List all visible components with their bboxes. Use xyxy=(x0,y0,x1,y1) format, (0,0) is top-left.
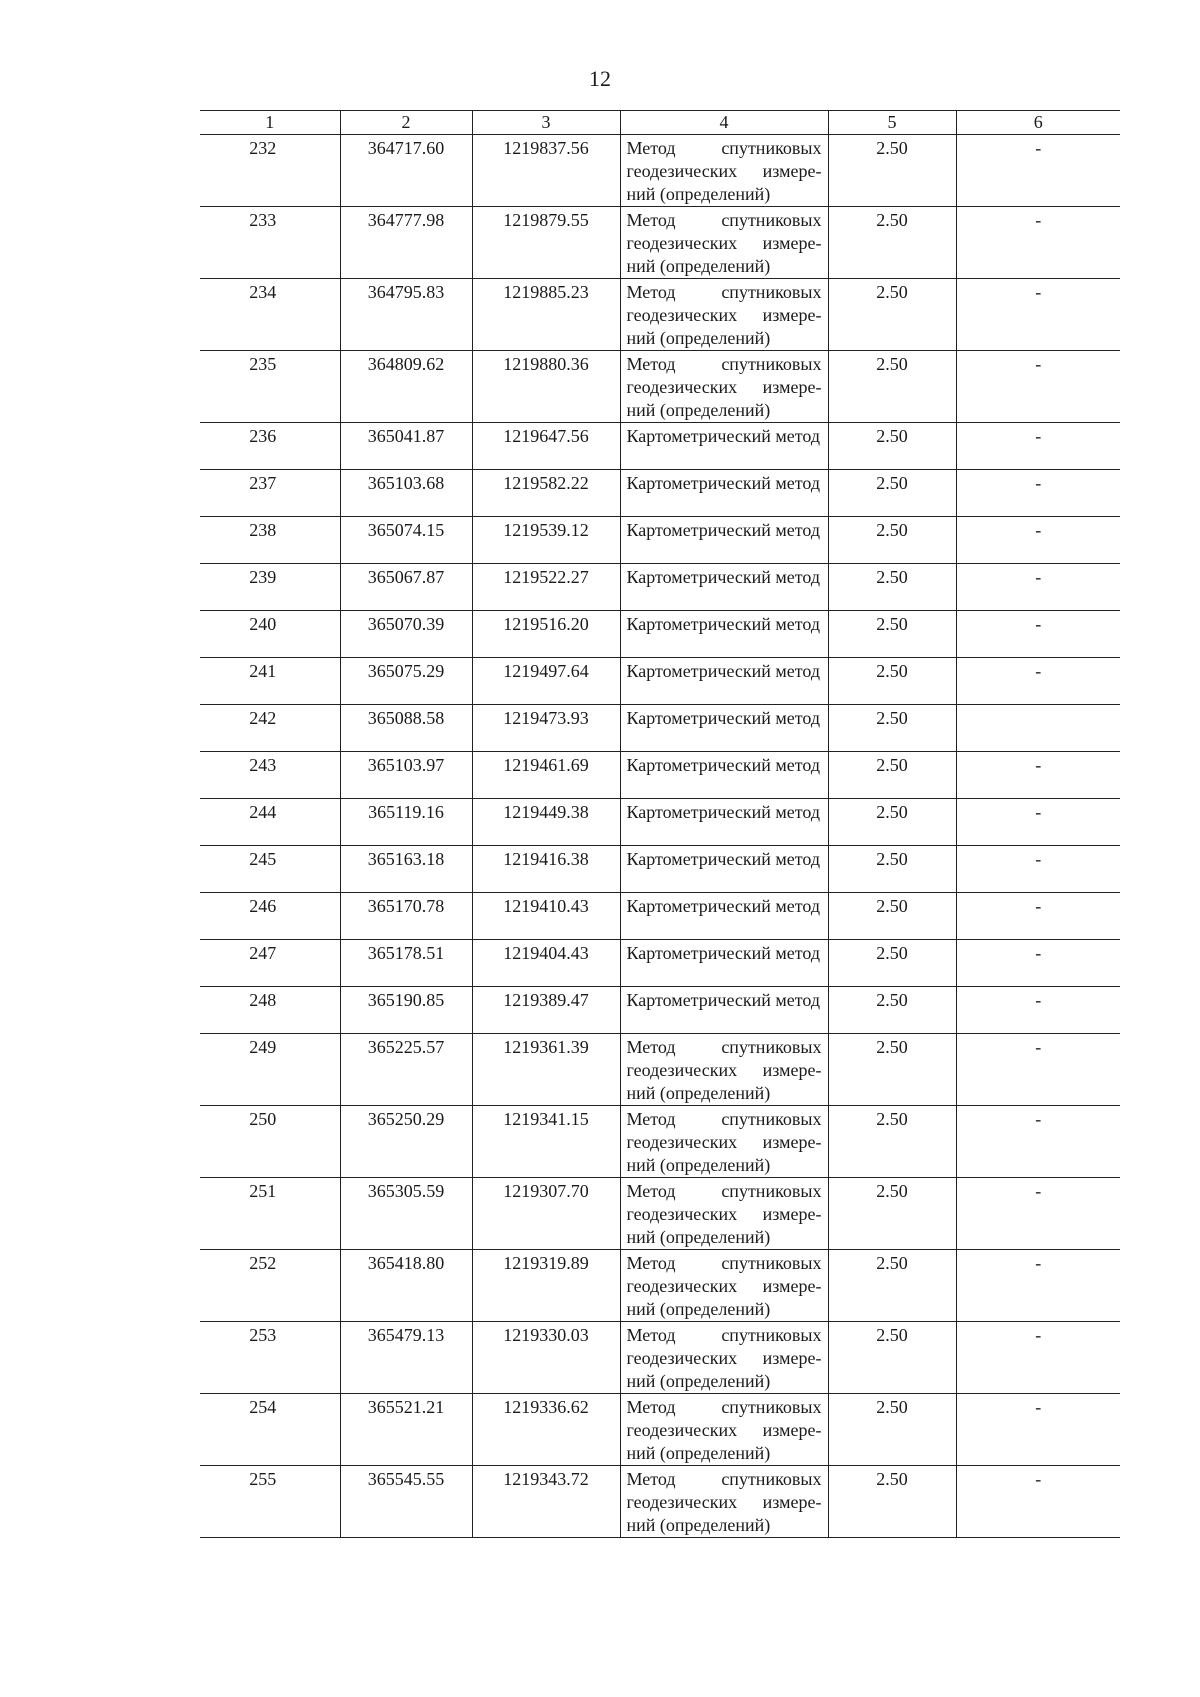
point-number-cell: 254 xyxy=(200,1394,340,1466)
table-row xyxy=(200,658,1120,705)
x-coordinate-cell: 364777.98 xyxy=(340,207,472,279)
y-coordinate-cell: 1219880.36 xyxy=(472,351,620,423)
table-header-row xyxy=(200,111,1120,135)
y-coordinate-cell: 1219497.64 xyxy=(472,658,620,705)
x-coordinate-cell: 365070.39 xyxy=(340,611,472,658)
accuracy-cell: 2.50 xyxy=(828,1322,956,1394)
table-row xyxy=(200,279,1120,351)
note-cell: - xyxy=(956,893,1120,940)
y-coordinate-cell: 1219473.93 xyxy=(472,705,620,752)
y-coordinate-cell: 1219330.03 xyxy=(472,1322,620,1394)
column-header-2: 2 xyxy=(340,111,472,135)
x-coordinate-cell: 365103.97 xyxy=(340,752,472,799)
y-coordinate-cell: 1219416.38 xyxy=(472,846,620,893)
method-cell: Картометрический метод xyxy=(620,987,828,1034)
note-cell: - xyxy=(956,1466,1120,1538)
note-cell: - xyxy=(956,517,1120,564)
accuracy-cell: 2.50 xyxy=(828,940,956,987)
x-coordinate-cell: 365521.21 xyxy=(340,1394,472,1466)
method-cell: Картометрический метод xyxy=(620,517,828,564)
accuracy-cell: 2.50 xyxy=(828,893,956,940)
x-coordinate-cell: 365170.78 xyxy=(340,893,472,940)
point-number-cell: 233 xyxy=(200,207,340,279)
point-number-cell: 247 xyxy=(200,940,340,987)
accuracy-cell: 2.50 xyxy=(828,1466,956,1538)
method-cell: Метод спутниковых геодезических измере-ний (определений) xyxy=(620,135,828,207)
table-row xyxy=(200,135,1120,207)
table-row xyxy=(200,705,1120,752)
accuracy-cell: 2.50 xyxy=(828,611,956,658)
table-row xyxy=(200,1322,1120,1394)
column-header-3: 3 xyxy=(472,111,620,135)
accuracy-cell: 2.50 xyxy=(828,135,956,207)
note-cell: - xyxy=(956,1394,1120,1466)
point-number-cell: 238 xyxy=(200,517,340,564)
x-coordinate-cell: 365479.13 xyxy=(340,1322,472,1394)
x-coordinate-cell: 365250.29 xyxy=(340,1106,472,1178)
note-cell: - xyxy=(956,987,1120,1034)
method-cell: Метод спутниковых геодезических измере-ний (определений) xyxy=(620,351,828,423)
x-coordinate-cell: 365178.51 xyxy=(340,940,472,987)
y-coordinate-cell: 1219647.56 xyxy=(472,423,620,470)
note-cell: - xyxy=(956,846,1120,893)
method-cell: Картометрический метод xyxy=(620,564,828,611)
accuracy-cell: 2.50 xyxy=(828,1178,956,1250)
point-number-cell: 242 xyxy=(200,705,340,752)
table-row xyxy=(200,351,1120,423)
y-coordinate-cell: 1219404.43 xyxy=(472,940,620,987)
accuracy-cell: 2.50 xyxy=(828,799,956,846)
table-row xyxy=(200,1034,1120,1106)
x-coordinate-cell: 365418.80 xyxy=(340,1250,472,1322)
note-cell: - xyxy=(956,564,1120,611)
point-number-cell: 234 xyxy=(200,279,340,351)
note-cell: - xyxy=(956,279,1120,351)
x-coordinate-cell: 364809.62 xyxy=(340,351,472,423)
method-cell: Картометрический метод xyxy=(620,893,828,940)
point-number-cell: 241 xyxy=(200,658,340,705)
method-cell: Метод спутниковых геодезических измере-ний (определений) xyxy=(620,279,828,351)
x-coordinate-cell: 365163.18 xyxy=(340,846,472,893)
accuracy-cell: 2.50 xyxy=(828,987,956,1034)
method-cell: Картометрический метод xyxy=(620,846,828,893)
point-number-cell: 237 xyxy=(200,470,340,517)
point-number-cell: 252 xyxy=(200,1250,340,1322)
accuracy-cell: 2.50 xyxy=(828,846,956,893)
y-coordinate-cell: 1219343.72 xyxy=(472,1466,620,1538)
point-number-cell: 244 xyxy=(200,799,340,846)
x-coordinate-cell: 365305.59 xyxy=(340,1178,472,1250)
note-cell: - xyxy=(956,207,1120,279)
point-number-cell: 243 xyxy=(200,752,340,799)
x-coordinate-cell: 365119.16 xyxy=(340,799,472,846)
accuracy-cell: 2.50 xyxy=(828,564,956,611)
table-row xyxy=(200,470,1120,517)
y-coordinate-cell: 1219837.56 xyxy=(472,135,620,207)
note-cell: - xyxy=(956,470,1120,517)
table-row xyxy=(200,207,1120,279)
x-coordinate-cell: 365190.85 xyxy=(340,987,472,1034)
point-number-cell: 248 xyxy=(200,987,340,1034)
x-coordinate-cell: 365041.87 xyxy=(340,423,472,470)
table-row xyxy=(200,940,1120,987)
note-cell: - xyxy=(956,940,1120,987)
coordinates-table xyxy=(200,110,1120,1538)
accuracy-cell: 2.50 xyxy=(828,517,956,564)
method-cell: Метод спутниковых геодезических измере-ний (определений) xyxy=(620,1322,828,1394)
table-row xyxy=(200,1250,1120,1322)
method-cell: Картометрический метод xyxy=(620,423,828,470)
y-coordinate-cell: 1219307.70 xyxy=(472,1178,620,1250)
y-coordinate-cell: 1219461.69 xyxy=(472,752,620,799)
table-body xyxy=(200,135,1120,1538)
y-coordinate-cell: 1219516.20 xyxy=(472,611,620,658)
method-cell: Картометрический метод xyxy=(620,752,828,799)
note-cell xyxy=(956,705,1120,752)
x-coordinate-cell: 365067.87 xyxy=(340,564,472,611)
table-row xyxy=(200,987,1120,1034)
table-row xyxy=(200,1178,1120,1250)
method-cell: Метод спутниковых геодезических измере-ний (определений) xyxy=(620,207,828,279)
column-header-4: 4 xyxy=(620,111,828,135)
accuracy-cell: 2.50 xyxy=(828,207,956,279)
table-row xyxy=(200,517,1120,564)
note-cell: - xyxy=(956,1178,1120,1250)
y-coordinate-cell: 1219319.89 xyxy=(472,1250,620,1322)
point-number-cell: 245 xyxy=(200,846,340,893)
column-header-1: 1 xyxy=(200,111,340,135)
note-cell: - xyxy=(956,423,1120,470)
y-coordinate-cell: 1219361.39 xyxy=(472,1034,620,1106)
note-cell: - xyxy=(956,658,1120,705)
table-row xyxy=(200,1394,1120,1466)
method-cell: Картометрический метод xyxy=(620,470,828,517)
accuracy-cell: 2.50 xyxy=(828,279,956,351)
y-coordinate-cell: 1219885.23 xyxy=(472,279,620,351)
column-header-5: 5 xyxy=(828,111,956,135)
method-cell: Картометрический метод xyxy=(620,705,828,752)
note-cell: - xyxy=(956,1250,1120,1322)
note-cell: - xyxy=(956,1322,1120,1394)
table-row xyxy=(200,846,1120,893)
table-row xyxy=(200,799,1120,846)
table-row xyxy=(200,423,1120,470)
y-coordinate-cell: 1219410.43 xyxy=(472,893,620,940)
note-cell: - xyxy=(956,1106,1120,1178)
point-number-cell: 249 xyxy=(200,1034,340,1106)
method-cell: Метод спутниковых геодезических измере-ний (определений) xyxy=(620,1106,828,1178)
accuracy-cell: 2.50 xyxy=(828,1034,956,1106)
table-row xyxy=(200,611,1120,658)
note-cell: - xyxy=(956,135,1120,207)
method-cell: Метод спутниковых геодезических измере-ний (определений) xyxy=(620,1394,828,1466)
x-coordinate-cell: 364795.83 xyxy=(340,279,472,351)
y-coordinate-cell: 1219341.15 xyxy=(472,1106,620,1178)
point-number-cell: 250 xyxy=(200,1106,340,1178)
method-cell: Метод спутниковых геодезических измере-ний (определений) xyxy=(620,1178,828,1250)
note-cell: - xyxy=(956,799,1120,846)
point-number-cell: 251 xyxy=(200,1178,340,1250)
method-cell: Метод спутниковых геодезических измере-ний (определений) xyxy=(620,1034,828,1106)
table-row xyxy=(200,1466,1120,1538)
y-coordinate-cell: 1219522.27 xyxy=(472,564,620,611)
point-number-cell: 246 xyxy=(200,893,340,940)
point-number-cell: 240 xyxy=(200,611,340,658)
accuracy-cell: 2.50 xyxy=(828,1394,956,1466)
accuracy-cell: 2.50 xyxy=(828,1250,956,1322)
point-number-cell: 236 xyxy=(200,423,340,470)
point-number-cell: 253 xyxy=(200,1322,340,1394)
accuracy-cell: 2.50 xyxy=(828,423,956,470)
x-coordinate-cell: 364717.60 xyxy=(340,135,472,207)
point-number-cell: 235 xyxy=(200,351,340,423)
point-number-cell: 239 xyxy=(200,564,340,611)
table-row xyxy=(200,752,1120,799)
y-coordinate-cell: 1219539.12 xyxy=(472,517,620,564)
accuracy-cell: 2.50 xyxy=(828,658,956,705)
x-coordinate-cell: 365103.68 xyxy=(340,470,472,517)
method-cell: Картометрический метод xyxy=(620,611,828,658)
note-cell: - xyxy=(956,1034,1120,1106)
y-coordinate-cell: 1219336.62 xyxy=(472,1394,620,1466)
accuracy-cell: 2.50 xyxy=(828,1106,956,1178)
point-number-cell: 232 xyxy=(200,135,340,207)
x-coordinate-cell: 365075.29 xyxy=(340,658,472,705)
point-number-cell: 255 xyxy=(200,1466,340,1538)
column-header-6: 6 xyxy=(956,111,1120,135)
y-coordinate-cell: 1219582.22 xyxy=(472,470,620,517)
accuracy-cell: 2.50 xyxy=(828,752,956,799)
method-cell: Картометрический метод xyxy=(620,799,828,846)
y-coordinate-cell: 1219879.55 xyxy=(472,207,620,279)
accuracy-cell: 2.50 xyxy=(828,351,956,423)
note-cell: - xyxy=(956,351,1120,423)
x-coordinate-cell: 365225.57 xyxy=(340,1034,472,1106)
table-row xyxy=(200,1106,1120,1178)
table-row xyxy=(200,564,1120,611)
accuracy-cell: 2.50 xyxy=(828,470,956,517)
note-cell: - xyxy=(956,752,1120,799)
page-number: 12 xyxy=(589,66,611,91)
method-cell: Метод спутниковых геодезических измере-ний (определений) xyxy=(620,1250,828,1322)
x-coordinate-cell: 365545.55 xyxy=(340,1466,472,1538)
y-coordinate-cell: 1219449.38 xyxy=(472,799,620,846)
x-coordinate-cell: 365088.58 xyxy=(340,705,472,752)
accuracy-cell: 2.50 xyxy=(828,705,956,752)
x-coordinate-cell: 365074.15 xyxy=(340,517,472,564)
method-cell: Картометрический метод xyxy=(620,658,828,705)
method-cell: Метод спутниковых геодезических измере-ний (определений) xyxy=(620,1466,828,1538)
table-row xyxy=(200,893,1120,940)
y-coordinate-cell: 1219389.47 xyxy=(472,987,620,1034)
method-cell: Картометрический метод xyxy=(620,940,828,987)
note-cell: - xyxy=(956,611,1120,658)
